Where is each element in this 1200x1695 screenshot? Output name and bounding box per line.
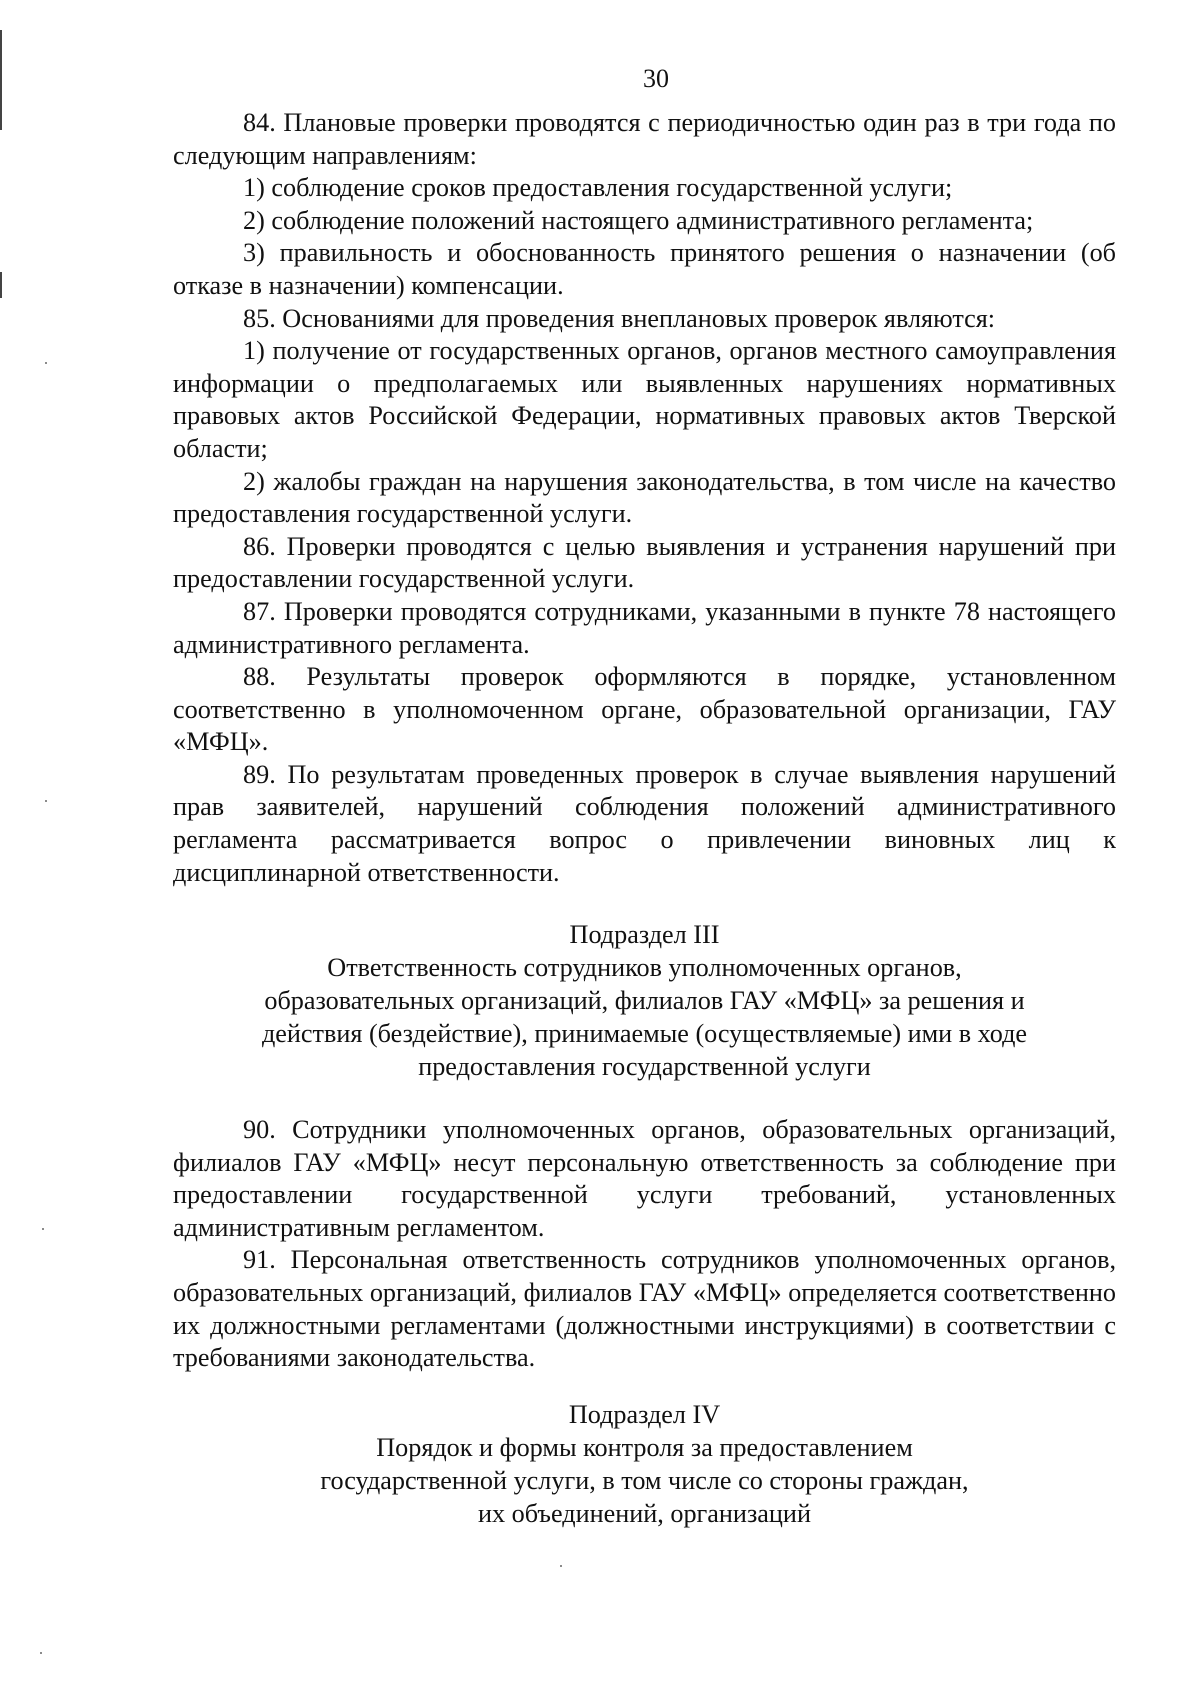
page-number: 30 — [643, 64, 669, 93]
section-title-line: образовательных организаций, филиалов ГАУ «МФЦ» за решения и — [264, 986, 1025, 1015]
section-title-line: Порядок и формы контроля за предоставлением — [376, 1433, 913, 1462]
section-title-line: предоставления государственной услуги — [418, 1052, 871, 1081]
section-title-line: действия (бездействие), принимаемые (осуществляемые) ими в ходе — [261, 1019, 1028, 1048]
paragraph-84-item-2: 2) соблюдение положений настоящего административного регламента; — [243, 205, 1034, 235]
scan-speck — [40, 1652, 42, 1654]
section-heading-3 — [173, 918, 1116, 1083]
paragraph-91: 91. Персональная ответственность сотрудников уполномоченных органов, образовательных организаций, филиалов ГАУ «МФЦ» определяется соответственно их должностными регламентами (должностными инструкциями) в соответствии с требованиями законодательства. — [173, 1245, 1116, 1373]
paragraph-85-item-1: 1) получение от государственных органов, органов местного самоуправления информации о предполагаемых или выявленных нарушениях нормативных правовых актов Российской Федерации, нормативных правовых актов Тверской области; — [173, 336, 1116, 463]
text-block-2 — [173, 1114, 1116, 1375]
paragraph-86: 86. Проверки проводятся с целью выявления и устранения нарушений при предоставлении государственной услуги. — [173, 531, 1116, 594]
section-label: Подраздел III — [569, 920, 720, 949]
paragraph-85: 85. Основаниями для проведения внеплановых проверок являются: — [243, 303, 996, 333]
paragraph-87: 87. Проверки проводятся сотрудниками, указанными в пункте 78 настоящего административного регламента. — [173, 596, 1116, 659]
scan-speck — [42, 1228, 44, 1230]
section-title-line: государственной услуги, в том числе со стороны граждан, — [320, 1466, 969, 1495]
scan-edge-mark — [0, 272, 2, 298]
paragraph-90: 90. Сотрудники уполномоченных органов, образовательных организаций, филиалов ГАУ «МФЦ» несут персональную ответственность за соблюдение при предоставлении государственной услуги требований, установленных административным регламентом. — [173, 1115, 1116, 1242]
scan-speck — [45, 362, 47, 364]
paragraph-84: 84. Плановые проверки проводятся с периодичностью один раз в три года по следующим направлениям: — [173, 108, 1116, 170]
section-title-line: Ответственность сотрудников уполномоченных органов, — [327, 953, 962, 982]
section-title-line: их объединений, организаций — [478, 1499, 811, 1528]
paragraph-89: 89. По результатам проведенных проверок в случае выявления нарушений прав заявителей, нарушений соблюдения положений административного регламента рассматривается вопрос о привлечении виновных лиц к дисциплинарной ответственности. — [173, 759, 1116, 887]
section-label: Подраздел IV — [568, 1400, 721, 1429]
section-heading-4 — [173, 1398, 1116, 1530]
paragraph-84-item-1: 1) соблюдение сроков предоставления государственной услуги; — [243, 173, 953, 203]
scan-speck — [45, 800, 47, 802]
paragraph-88: 88. Результаты проверок оформляются в порядке, установленном соответственно в уполномоченном органе, образовательной организации, ГАУ «МФЦ». — [173, 662, 1116, 757]
paragraph-84-item-3: 3) правильность и обоснованность принятого решения о назначении (об отказе в назначении) компенсации. — [173, 238, 1116, 300]
paragraph-85-item-2: 2) жалобы граждан на нарушения законодательства, в том числе на качество предоставления государственной услуги. — [173, 466, 1116, 529]
scan-speck — [560, 1565, 562, 1567]
text-block-1 — [173, 107, 1116, 889]
